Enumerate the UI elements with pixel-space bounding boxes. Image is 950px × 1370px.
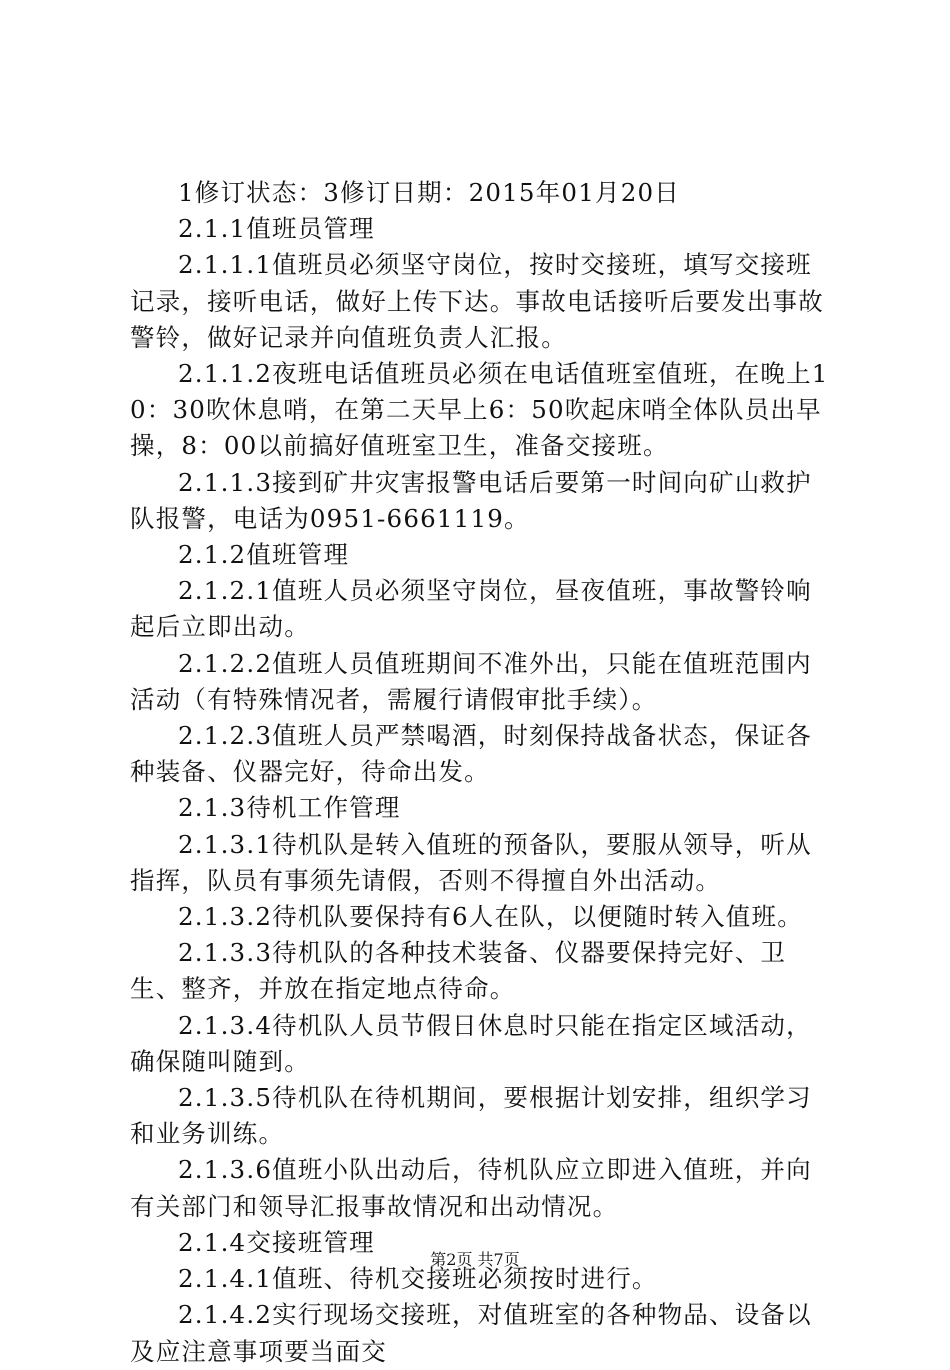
page-number-label: 第2页 共7页 bbox=[430, 1250, 520, 1269]
page-footer bbox=[0, 1250, 950, 1270]
clause-2-1-4-2: 2.1.4.2实行现场交接班，对值班室的各种物品、设备以及应注意事项要当面交 bbox=[130, 1300, 812, 1366]
clause-2-1-3-3: 2.1.3.3待机队的各种技术装备、仪器要保持完好、卫生、整齐，并放在指定地点待命。 bbox=[130, 938, 787, 1004]
clause-2-1-1-3: 2.1.1.3接到矿井灾害报警电话后要第一时间向矿山救护队报警，电话为0951-6661119。 bbox=[130, 467, 812, 533]
clause-2-1-3-4: 2.1.3.4待机队人员节假日休息时只能在指定区域活动，确保随叫随到。 bbox=[130, 1010, 812, 1076]
section-heading-2-1-4: 2.1.4交接班管理 bbox=[178, 1227, 375, 1257]
clause-2-1-3-6: 2.1.3.6值班小队出动后，待机队应立即进入值班，并向有关部门和领导汇报事故情况和出动情况。 bbox=[130, 1155, 812, 1221]
clause-2-1-1-1: 2.1.1.1值班员必须坚守岗位，按时交接班，填写交接班记录，接听电话，做好上传下达。事故电话接听后要发出事故警铃，做好记录并向值班负责人汇报。 bbox=[130, 250, 824, 352]
clause-2-1-1-2: 2.1.1.2夜班电话值班员必须在电话值班室值班，在晚上10：30吹休息哨，在第二天早上6：50吹起床哨全体队员出早操，8：00以前搞好值班室卫生，准备交接班。 bbox=[130, 359, 829, 461]
clause-2-1-3-1: 2.1.3.1待机队是转入值班的预备队，要服从领导，听从指挥，队员有事须先请假，否则不得擅自外出活动。 bbox=[130, 829, 812, 895]
revision-info-line: 1修订状态：3修订日期：2015年01月20日 bbox=[178, 178, 680, 207]
clause-2-1-3-5: 2.1.3.5待机队在待机期间，要根据计划安排，组织学习和业务训练。 bbox=[130, 1083, 812, 1149]
section-heading-2-1-2: 2.1.2值班管理 bbox=[178, 540, 350, 570]
clause-2-1-2-1: 2.1.2.1值班人员必须坚守岗位，昼夜值班，事故警铃响起后立即出动。 bbox=[130, 576, 812, 642]
clause-2-1-3-2: 2.1.3.2待机队要保持有6人在队，以便随时转入值班。 bbox=[178, 902, 803, 932]
section-heading-2-1-3: 2.1.3待机工作管理 bbox=[178, 793, 401, 823]
section-heading-2-1-1: 2.1.1值班员管理 bbox=[178, 214, 375, 244]
document-body bbox=[130, 175, 835, 1370]
clause-2-1-4-1: 2.1.4.1值班、待机交接班必须按时进行。 bbox=[178, 1264, 658, 1294]
clause-2-1-2-3: 2.1.2.3值班人员严禁喝酒，时刻保持战备状态，保证各种装备、仪器完好，待命出发。 bbox=[130, 721, 812, 787]
clause-2-1-2-2: 2.1.2.2值班人员值班期间不准外出，只能在值班范围内活动（有特殊情况者，需履行请假审批手续）。 bbox=[130, 648, 812, 714]
